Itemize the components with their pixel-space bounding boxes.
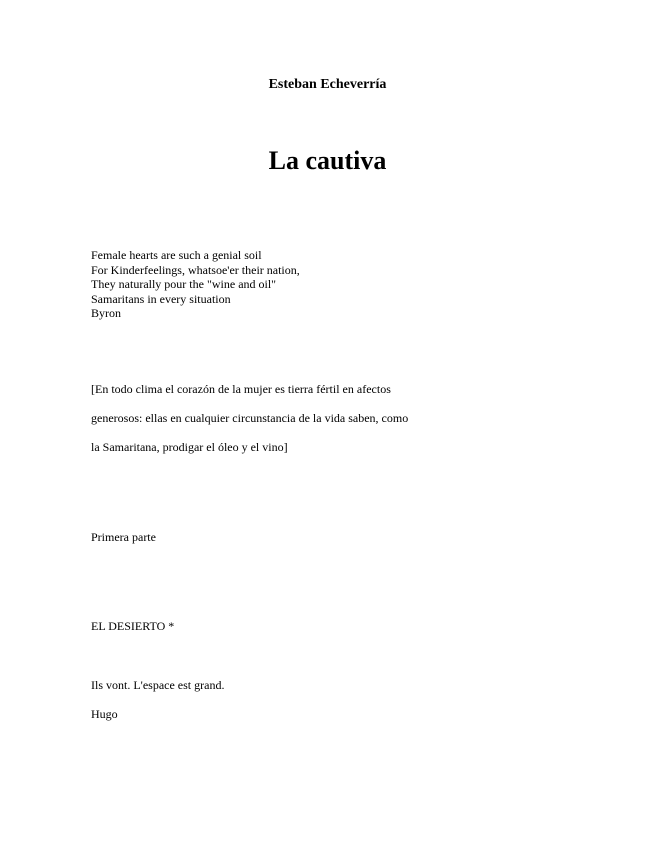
epigraph-line: Samaritans in every situation (91, 291, 231, 306)
translation-line: la Samaritana, prodigar el óleo y el vino] (91, 440, 288, 454)
epigraph-attribution: Byron (91, 306, 121, 321)
section-heading: EL DESIERTO * (91, 619, 175, 633)
epigraph-line: For Kinderfeelings, whatsoe'er their nation, (91, 262, 300, 277)
translation-line: generosos: ellas en cualquier circunstancia de la vida saben, como (91, 411, 409, 425)
document-title: La cautiva (268, 146, 387, 175)
epigraph-line: They naturally pour the "wine and oil" (91, 277, 277, 292)
epigraph-line: Female hearts are such a genial soil (91, 248, 262, 262)
part-heading: Primera parte (91, 530, 156, 544)
section-epigraph-quote: Ils vont. L'espace est grand. (91, 678, 225, 692)
epigraph-translation (91, 381, 408, 468)
author-name: Esteban Echeverría (268, 77, 387, 92)
epigraph (91, 248, 300, 321)
translation-line: [En todo clima el corazón de la mujer es tierra fértil en afectos (91, 382, 391, 396)
section-epigraph-author: Hugo (91, 707, 118, 721)
